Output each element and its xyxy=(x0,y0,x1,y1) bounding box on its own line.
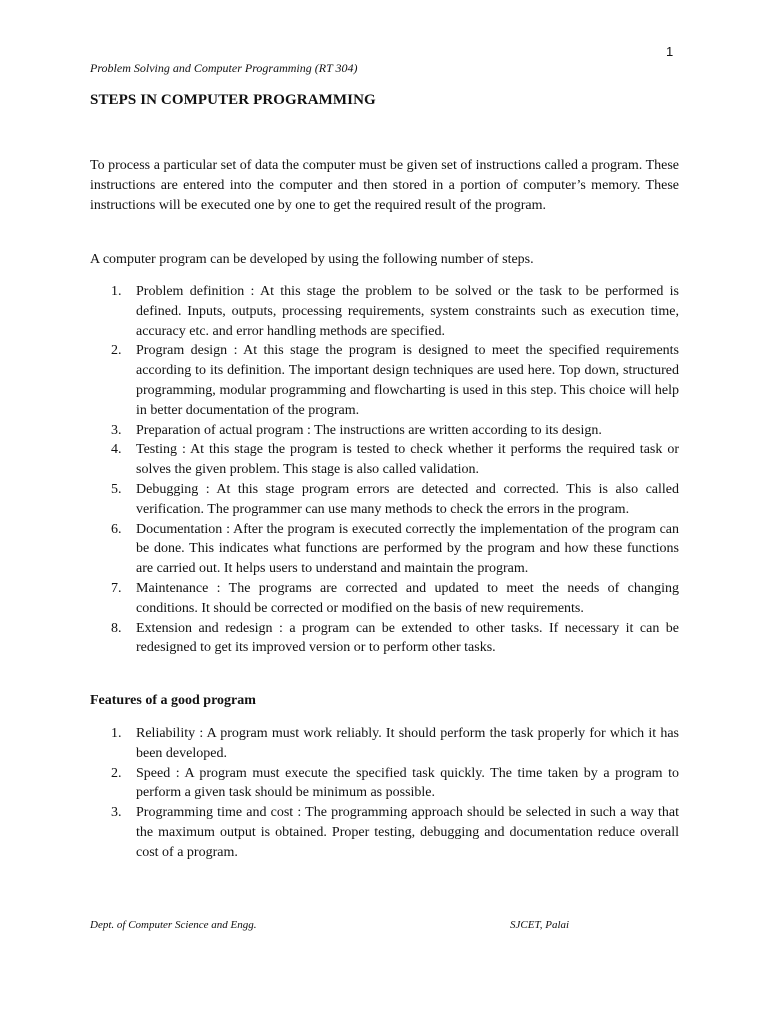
footer-department: Dept. of Computer Science and Engg. xyxy=(90,919,257,931)
running-header: Problem Solving and Computer Programming (RT 304) xyxy=(90,61,358,75)
list-number: 7. xyxy=(111,580,122,596)
list-text: Programming time and cost : The programming approach should be selected in such a way that the maximum output is obtained. Proper testing, debugging and documentation reduce overall cost of a program. xyxy=(136,805,679,860)
list-number: 2. xyxy=(111,343,122,359)
list-number: 2. xyxy=(111,765,122,781)
list-number: 1. xyxy=(111,726,122,741)
steps-list xyxy=(90,282,679,658)
list-text: Documentation : After the program is executed correctly the implementation of the program can be done. This indicates what functions are performed by the program and how these functions are carried out. It helps users to understand and maintain the program. xyxy=(136,521,679,577)
list-item xyxy=(90,764,679,804)
list-text: Debugging : At this stage program errors are detected and corrected. This is also called verification. The programmer can use many methods to check the errors in the program. xyxy=(136,481,679,517)
list-item xyxy=(90,619,679,659)
page-title: STEPS IN COMPUTER PROGRAMMING xyxy=(90,92,376,108)
list-text: Extension and redesign : a program can be extended to other tasks. If necessary it can be redesigned to get its improved version or to perform other tasks. xyxy=(136,620,679,656)
list-number: 6. xyxy=(111,521,122,537)
list-item xyxy=(90,579,679,619)
list-number: 5. xyxy=(111,481,122,497)
list-number: 1. xyxy=(111,284,122,299)
footer-institution: SJCET, Palai xyxy=(510,919,570,931)
lead-paragraph xyxy=(90,250,679,270)
page-number: 1 xyxy=(666,44,674,59)
list-number: 4. xyxy=(111,442,122,458)
list-item xyxy=(90,421,679,441)
list-item xyxy=(90,440,679,480)
list-number: 3. xyxy=(111,805,122,821)
list-item xyxy=(90,480,679,520)
features-list xyxy=(90,724,679,863)
list-item xyxy=(90,341,679,420)
list-item xyxy=(90,724,679,764)
lead-text: A computer program can be developed by using the following number of steps. xyxy=(90,252,534,267)
list-text: Maintenance : The programs are corrected and updated to meet the needs of changing conditions. It should be corrected or modified on the basis of new requirements. xyxy=(136,580,679,616)
list-item xyxy=(90,520,679,579)
list-text: Speed : A program must execute the specified task quickly. The time taken by a program to perform a given task should be minimum as possible. xyxy=(136,765,679,801)
list-number: 3. xyxy=(111,422,122,438)
list-text: Preparation of actual program : The instructions are written according to its design. xyxy=(136,422,602,438)
list-text: Testing : At this stage the program is tested to check whether it performs the required task or solves the given problem. This stage is also called validation. xyxy=(136,442,679,478)
intro-paragraph xyxy=(90,156,679,215)
list-text: Problem definition : At this stage the problem to be solved or the task to be performed is defined. Inputs, outputs, processing requirements, system constraints such as execution time, accuracy etc. and error handling methods are specified. xyxy=(136,284,679,339)
list-text: Program design : At this stage the program is designed to meet the specified requirements according to its definition. The important design techniques are used here. Top down, structured programming, modular programming and flowcharting is used in this step. This choice will help in better documentation of the program. xyxy=(136,343,679,418)
intro-text: To process a particular set of data the computer must be given set of instructions called a program. These instructions are entered into the computer and then stored in a portion of computer’s memory. These instructions will be executed one by one to get the required result of the program. xyxy=(90,158,679,213)
list-number: 8. xyxy=(111,620,122,636)
list-item xyxy=(90,803,679,862)
features-heading: Features of a good program xyxy=(90,693,256,708)
list-text: Reliability : A program must work reliably. It should perform the task properly for which it has been developed. xyxy=(136,726,679,761)
list-item xyxy=(90,282,679,341)
